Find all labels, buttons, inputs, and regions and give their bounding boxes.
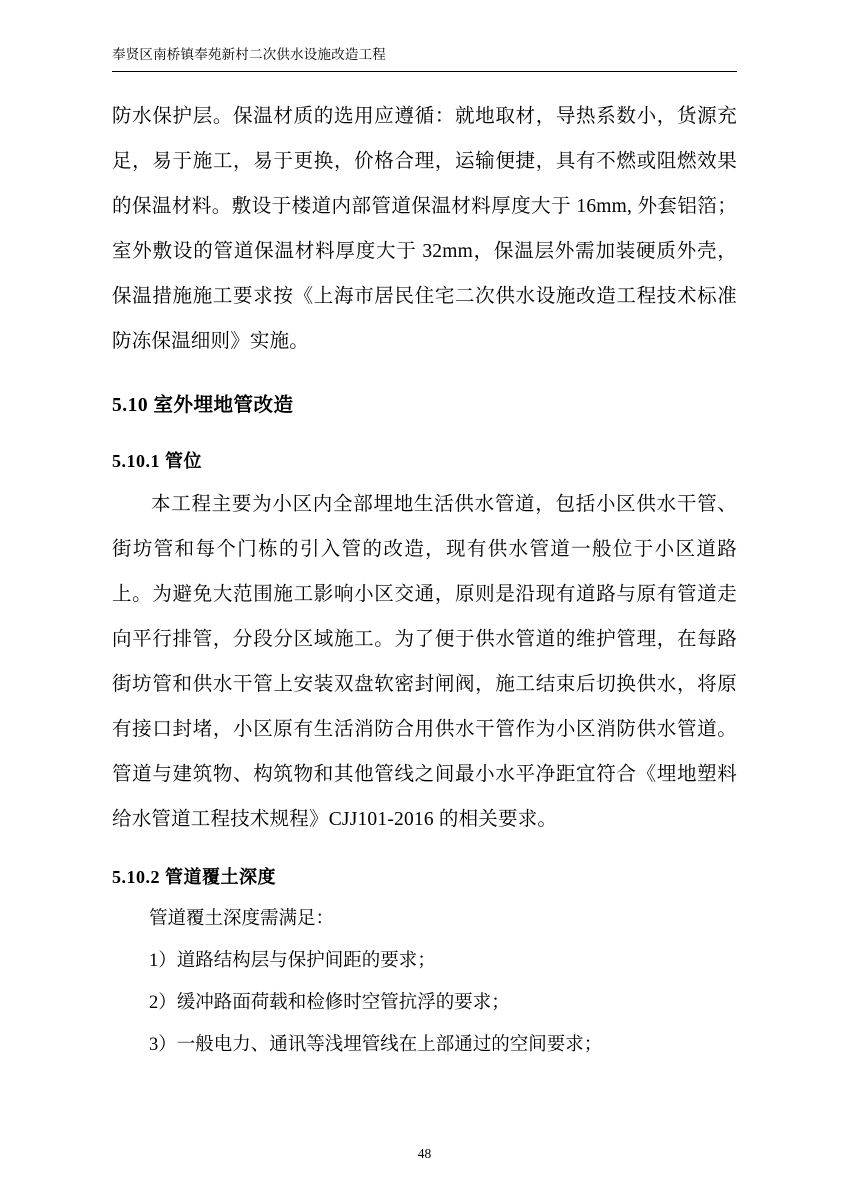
page-content <box>112 44 737 1140</box>
section-heading-5-10: 5.10 室外埋地管改造 <box>112 394 294 416</box>
section-5-10-2-lead: 管道覆土深度需满足： <box>149 908 335 929</box>
section-5-10-1-paragraph: 本工程主要为小区内全部埋地生活供水管道，包括小区供水干管、街坊管和每个门栋的引入管的改造，现有供水管道一般位于小区道路上。为避免大范围施工影响小区交通，原则是沿现有道路与原有管道走向平行排管，分段分区域施工。为了便于供水管道的维护管理，在每路街坊管和供水干管上安装双盘软密封闸阀，施工结束后切换供水，将原有接口封堵，小区原有生活消防合用供水干管作为小区消防供水管道。管道与建筑物、构筑物和其他管线之间最小水平净距宜符合《埋地塑料给水管道工程技术规程》CJJ101-2016 的相关要求。 <box>112 493 737 830</box>
list-item: 1）道路结构层与保护间距的要求； <box>149 950 436 971</box>
page-number: 48 <box>417 1146 432 1161</box>
section-heading-5-10-2: 5.10.2 管道覆土深度 <box>112 866 276 887</box>
list-item: 2）缓冲路面荷载和检修时空管抗浮的要求； <box>149 992 510 1013</box>
running-header: 奉贤区南桥镇奉苑新村二次供水设施改造工程 <box>112 44 737 72</box>
continued-paragraph: 防水保护层。保温材质的选用应遵循：就地取材，导热系数小，货源充足，易于施工，易于更换，价格合理，运输便捷，具有不燃或阻燃效果的保温材料。敷设于楼道内部管道保温材料厚度大于 16mm, 外套铝箔；室外敷设的管道保温材料厚度大于 32mm，保温层外需加装硬质外壳，保温措施施工要求按《上海市居民住宅二次供水设施改造工程技术标准防冻保温细则》实施。 <box>112 105 737 352</box>
section-heading-5-10-1: 5.10.1 管位 <box>112 450 202 471</box>
list-item: 3）一般电力、通讯等浅埋管线在上部通过的空间要求； <box>149 1034 603 1055</box>
